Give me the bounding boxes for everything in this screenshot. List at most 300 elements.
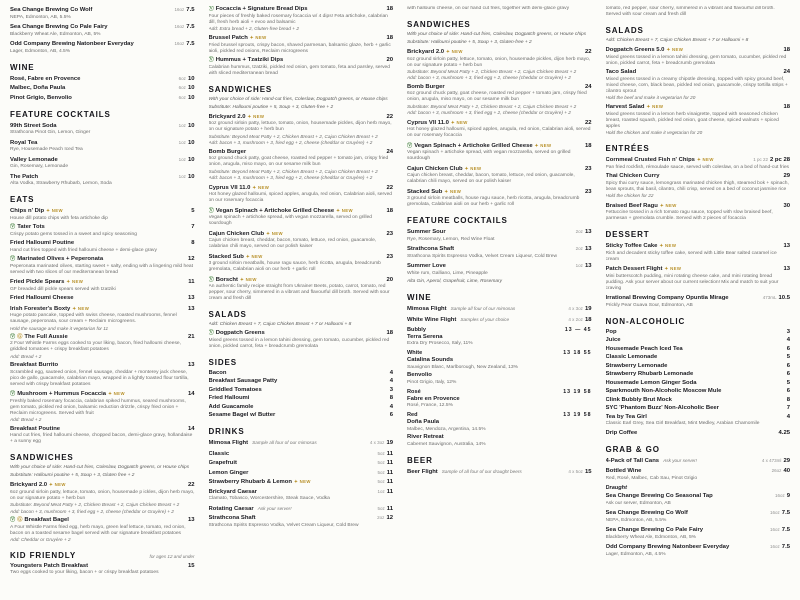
new-badge: ✦ NEW [534,142,552,148]
item-header [407,262,592,270]
item-price: 15 [584,468,592,475]
item-header [606,509,791,517]
menu-item [10,256,195,276]
item-description: Fettuccine tossed in a rich tomato ragu sauce, topped with slow braised beef, parmesan + gremolata crumble. Served with 2 pieces of focaccia [605,210,773,222]
section-title: DRINKS [208,427,245,437]
menu-item [209,505,394,513]
item-description: Two eggs cooked to your liking, bacon + or crispy breakfast potatoes [10,570,159,576]
item-header [10,563,195,570]
item-header [10,224,195,231]
menu-note: Substitute: Halloumi poutine + 5, Soup + 3, Gluten-free + 2 [407,40,532,45]
item-header [606,397,791,404]
new-badge: ✦ NEW [249,35,267,41]
item-size: 16oz [770,527,780,533]
item-size: 2oz [575,246,583,252]
menu-item [407,468,592,476]
menu-item [10,23,195,38]
menu-item [10,390,195,423]
item-name: Fried Pickle Spears [10,279,65,285]
continued-text: with halloumi cheese, on our hand cut fries, together with demi-glace gravy [407,6,570,11]
item-size: 1oz [575,263,583,269]
item-price: 10.5 [778,295,790,302]
menu-item [606,354,791,361]
menu-item [209,488,394,503]
item-price: 19 [386,440,393,447]
item-header [209,387,394,394]
item-description: 6oz ground sirloin patty, lettuce, tomato, onion, housemade pickles, dijon herb mayo, on our signature potato + herb bun [407,56,591,68]
section-header [10,195,195,204]
item-header [209,330,394,337]
item-extra: Substitute: Beyond Meat Patty + 2, Chicken Breast + 2, Cajun Chicken Breast + 2 [407,103,577,109]
menu-item [209,149,394,181]
item-header [606,346,791,353]
section-header [209,427,394,436]
item-size: 16oz [774,493,785,499]
item-header [10,173,195,181]
menu-item [10,278,195,293]
item-price: 11 [386,450,393,457]
menu-note: Alta Gin, Aperol, Grapefruit, Lime, Rosemary [407,279,502,285]
new-badge: ✦ NEW [464,165,482,171]
item-description: Rye, Rosemary, Lemon, Red Wine Float [407,236,495,242]
item-name: The Full Aussie [24,333,68,340]
item-price: 10 [187,156,195,163]
wine-category-prices: 13 19 58 [563,412,592,419]
item-description: Hot honey glazed halloumi, spiced apples, arugula, red onion, Calabrian aioli, served on our rosemary focaccia [208,192,393,204]
item-price: 18 [783,104,790,111]
item-price: 4 [389,369,393,376]
item-price: 24 [386,148,393,155]
item-size: 1oz [377,488,385,494]
item-price: 18 [386,35,393,42]
vegetarian-icon: Ⓥ [208,330,214,337]
wine-item-header [407,396,592,403]
vegetarian-icon: Ⓥ [10,391,16,398]
item-name: Taco Salad [605,69,637,75]
new-badge: ✦ NEW [446,49,463,54]
item-description: 3 ground sirloin meatballs, house ragu sauce, herb ricotta, arugula, breadcrumb gremolata, Calabrian aioli on our herb + garlic roll [407,196,580,208]
item-name: Strawberry Lemonade [605,362,668,369]
new-badge: ✦ NEW [266,230,283,236]
item-header [209,404,394,411]
item-header [209,276,394,284]
item-header [10,75,195,83]
item-name: Sea Change Brewing Co Pale Fairy [10,24,108,30]
menu-item [10,334,195,360]
item-description: NEPA, Edmonton, AB, 5.5% [605,517,667,523]
item-header [209,459,394,467]
item-size: 4 x 3oz [568,306,583,312]
vegetarian-icon: Ⓥ [208,6,214,12]
item-header [606,414,791,421]
item-name: Juice [605,337,621,344]
new-badge: ✦ NEW [293,479,311,485]
vegetarian-icon: Ⓥ [10,256,16,262]
menu-item [606,509,791,524]
menu-item [606,173,791,199]
item-size: 4 x 5oz [568,468,583,474]
item-price: 7.5 [781,527,790,534]
item-extra: Add: bacon + 3, mushroom + 3, fried egg + 2, cheese (cheddar or Gruyère) + 2 [208,175,373,181]
item-name: Thai Chicken Curry [605,173,660,180]
item-name: Strawberry Rhubarb Lemonade [605,371,694,378]
section-title: SANDWICHES [10,453,74,463]
menu-item [606,397,791,404]
menu-column-2 [209,6,394,592]
item-inline-note: Sample of all four of our draught beers [441,468,522,474]
item-hold-note: Hold the chicken and make it vegetarian for 20 [605,130,703,136]
item-price: 22 [584,49,592,55]
item-name: Breakfast Sausage Patty [208,378,278,385]
item-price: 10 [187,122,195,129]
item-description: Lager, Edmonton, AB, 4.5% [605,551,666,557]
item-description: Blackberry Wheat Ale, Edmonton, AB, 5% [605,534,697,540]
item-header [209,184,394,192]
section-header [606,26,791,35]
menu-item [606,467,791,482]
item-size: 6oz [178,94,186,100]
item-price: 24 [584,83,592,90]
item-name: Beer Flight [407,468,438,475]
item-name: 99th Street Soda [10,122,57,129]
section-header [10,453,195,462]
section-title: SANDWICHES [407,20,471,29]
menu-item [209,276,394,303]
item-name: Fried Halloumi Cheese [10,295,74,301]
menu-item [407,316,592,324]
item-price: 13 [584,263,592,270]
item-description: Blackberry Wheat Ale, Edmonton, AB, 5% [10,31,101,37]
vegetarian-icon: Ⓥ [208,57,214,64]
item-description: 2 Four Whistle Farms eggs cooked to your liking, bacon, fried halloumi cheese, griddled tomatoes + crispy breakfast potatoes [10,341,181,353]
item-name: Cajun Chicken Club [407,165,463,172]
item-extra: Add: bacon + 3, mushroom + 3, fried egg + 2, cheese (cheddar or Gruyère) + 2 [407,110,571,116]
item-description: Lager, Edmonton, AB, 4.5% [10,48,71,54]
item-name: Bacon [208,369,227,376]
item-description: Pinot Grigio, Italy, 12% [407,379,457,385]
item-name: Sesame Bagel w/ Butter [208,412,276,419]
menu-item [407,262,592,277]
wine-category-prices: 13 18 55 [563,350,592,357]
item-header [606,354,791,361]
item-description: Hot honey glazed halloumi, spiced apples, arugula, red onion, Calabrian aioli, served on our rosemary focaccia [407,127,591,139]
item-name: Rotating Caesar [208,505,254,512]
item-description: Hand cut fries, fried halloumi cheese, chopped bacon, demi-glace gravy, hollandaise + a sunny egg [10,433,193,445]
item-header [407,48,592,56]
vegetarian-icon: Ⓥ [10,517,16,524]
vegetarian-icon: Ⓥ [10,224,16,230]
new-badge: ✦ NEW [659,243,677,249]
item-price: 18 [386,6,393,12]
menu-item [606,329,791,336]
item-header [10,139,195,147]
item-price: 23 [584,165,592,172]
item-price: 2 pc 28 [770,157,790,164]
item-extra: Add: Bread + 2 [10,417,42,423]
vegetarian-icon: Ⓥ [10,333,16,340]
wine-item-header [407,419,592,426]
item-name: White Wine Flight [407,316,457,323]
item-name: Youngsters Patch Breakfast [10,562,89,569]
item-name: Clink Bubbly Brut Mock [605,396,672,403]
menu-item [209,207,394,228]
item-price: 4.25 [778,429,790,436]
item-extra: Add: Bread + 2 [10,353,42,359]
section-title: SIDES [208,357,238,367]
item-inline-note: Samples of your choice [460,316,510,322]
item-name: Vegan Spinach + Artichoke Grilled Cheese [215,207,335,214]
item-description: Peperonata marinated olives, starting sweet + salty, ending with a lingering mild heat served with two slices of our mediterranean bread [10,263,194,275]
item-inline-note: Ask your server! [257,505,292,511]
item-description: Mixed greens tossed in a lemon tahini dressing, gem tomato, cucumber, pickled red onion, pickled carrot, feta + breadcrumb gremolata [208,337,390,349]
menu-item [606,388,791,395]
item-price: 22 [386,113,393,120]
item-name: Stacked Sub [208,253,244,260]
item-header [606,329,791,336]
item-price: 3 [389,386,393,393]
item-header [10,362,195,369]
item-description: Crispy potato gems tossed in a sweet and spicy seasoning [10,231,137,237]
wine-item-header [407,372,592,379]
item-price: 23 [386,230,393,237]
menu-item [10,517,195,543]
item-header [10,6,195,14]
item-size: 5oz [377,505,385,511]
item-extra: Substitute: Beyond Meat Patty + 2, Chicken Breast + 2, Cajun Chicken Breast + 2 [407,69,577,74]
vegetarian-icon: Ⓥ [208,207,214,214]
menu-item [407,188,592,209]
item-name: Sticky Toffee Cake [605,243,658,250]
item-header [209,469,394,477]
item-name: Bomb Burger [208,148,247,155]
new-badge: ✦ NEW [108,391,125,397]
menu-item [407,84,592,116]
item-price: 14 [187,425,195,432]
item-price: 11 [386,488,393,495]
item-price: 23 [584,188,592,195]
menu-item [10,94,195,102]
item-size: 5oz [377,479,385,485]
item-price: 5 [786,354,790,361]
item-price: 21 [187,333,195,340]
item-description: Rich and decadent sticky toffee cake, served with Little Bear salted caramel ice cream [605,250,777,262]
item-price: 18 [386,207,393,214]
wine-category [407,389,592,395]
wine-category [407,350,592,356]
item-name: Bomb Burger [407,83,445,90]
item-name: Strathcona Shaft [208,515,256,522]
item-description: Fried brussel sprouts, crispy bacon, shaved parmesan, balsamic glaze, herb + garlic aioli, pickled red onions, Reclaim microgreens [208,42,391,54]
item-header [606,46,791,54]
menu-item [606,46,791,67]
wine-item [407,419,592,433]
item-price: 11 [386,479,393,486]
item-price: 6 [786,388,790,395]
item-header [606,363,791,370]
item-name: Mushroom + Hummus Focaccia [17,391,107,398]
item-name: Stacked Sub [407,188,443,195]
item-header [10,40,195,48]
item-name: Summer Sour [407,229,446,236]
item-name: Malbec, Doña Paula [10,85,66,91]
item-name: Cyprus VII 11.0 [407,119,449,126]
new-badge: ✦ NEW [666,47,684,52]
wine-item-header [407,334,592,341]
menu-item [209,412,394,419]
item-header [606,103,791,111]
item-description: Mini butterscotch pudding, mini rotating cheese cake, and mini rotating bread pudding. Ask your server about our current selection! Mix and match to suit your craving [605,273,779,291]
item-hold-note: Hold the beef and make it vegetarian for 20 [605,95,696,100]
item-header [10,256,195,263]
item-price: 4 [786,413,790,420]
item-header [10,122,195,130]
continued-text: tomato, red pepper, sour cherry, simmered in a vibrant and flavourful dill broth. Served with sour cream and fresh dill [605,6,775,17]
menu-item [606,371,791,378]
new-badge: ✦ NEW [72,305,90,311]
item-price: 11 [386,469,393,476]
section-header [606,317,791,326]
menu-note: Substitute: Halloumi poutine + 5, Soup + 3, Gluten-free + 2 [208,104,334,110]
item-extra: Substitute: Beyond Meat Patty + 2, Chicken Breast + 2, Cajun Chicken Breast + 2 [208,168,378,174]
new-badge: ✦ NEW [646,104,664,110]
menu-item [10,139,195,154]
section-title: EATS [10,195,35,204]
item-name: Dogpatch Greens [215,330,265,337]
item-name: Vegan Spinach + Artichoke Grilled Cheese [414,142,533,149]
section-header [407,20,592,29]
menu-item [10,240,195,254]
menu-item [10,563,195,577]
item-price: 22 [386,184,393,191]
item-name: Focaccia + Signature Bread Dips [215,6,308,12]
menu-item [10,305,195,332]
item-name: Classic [208,450,230,457]
new-badge: ✦ NEW [66,279,84,284]
item-size: 1oz [178,122,186,128]
item-description: 6oz ground chuck patty, goat cheese, roasted red pepper + tomato jam, crispy fried onion, arugula, miso mayo, on our sesame milk bun [407,91,587,103]
section-subtitle: for ages 12 and under [149,553,195,559]
item-name: Drip Coffee [605,429,638,436]
section-header [209,85,394,94]
item-price: 13 [187,362,195,369]
section-title: ENTRÉES [605,144,650,154]
section-header [606,445,791,454]
menu-item [209,450,394,458]
item-header [10,305,195,313]
menu-item [606,543,791,558]
menu-item [407,305,592,313]
item-name: Brickyard Caesar [208,488,257,495]
item-price: 10 [187,173,195,180]
item-price: 20 [386,57,393,64]
menu-note: With your choice of side: Hand-cut fries, Coleslaw, Dogpatch greens, or House chips [407,32,587,37]
gluten-free-icon: Ⓖ [17,333,23,340]
item-extra: Substitute: Beyond Meat Patty + 2, Chicken Breast + 2, Cajun Chicken Breast + 2 [10,502,180,508]
menu-item [209,387,394,394]
item-header [606,173,791,180]
item-price: 10 [187,94,195,101]
item-description: A Four Whistle Farms fried egg, herb mayo, green leaf lettuce, tomato, red onion, bacon on a toasted sesame bagel served with our signature breakfast potatoes [10,524,186,536]
item-description: Alta Vodka, Strawberry Rhubarb, Lemon, Soda [10,181,112,186]
item-name: Borscht [215,276,238,283]
item-price: 14 [187,391,195,398]
item-extra: Add: Extra bread + 2, Gluten-free bread + 2 [208,26,299,31]
item-header [606,492,791,500]
item-header [407,84,592,91]
item-header [606,69,791,76]
item-header [606,265,791,273]
item-size: 2oz [575,229,583,235]
menu-item [209,6,394,32]
item-price: 3 [786,328,790,335]
menu-column-4 [606,6,791,592]
item-hold-note: Hold the sausage and make it vegetarian for 11 [10,325,109,331]
item-header [209,395,394,402]
item-name: Summer Love [407,263,446,270]
item-header [407,228,592,236]
menu-item [209,395,394,402]
item-price: 7.5 [186,7,195,13]
item-name: Mimosa Flight [407,306,447,313]
menu-item [10,426,195,446]
section-header [606,230,791,239]
menu-item [606,363,791,370]
menu-column-1 [10,6,195,592]
item-price: 11 [386,505,393,512]
item-description: 6oz ground sirloin patty, lettuce, tomato, onion, housemade p ickles, dijon herb mayo, on our signature potato + herb bun [10,489,195,501]
item-header [606,430,791,437]
item-header [407,316,592,324]
item-extra: Add: Cheddar or Gruyère + 2 [10,537,71,543]
item-header [209,505,394,513]
item-description: Sauvignon Blanc, Marlborough, New Zealand, 13% [407,364,518,370]
item-name: Sea Change Brewing Co Wolf [10,7,93,13]
section-title: WINE [407,293,432,303]
menu-item [10,40,195,55]
section-header [209,310,394,319]
item-header [10,207,195,215]
item-price: 13 [187,517,195,524]
item-description: Huge potato pancake, topped with swiss cheese, roasted mushrooms, fennel sausage, peperonata, sour cream + Reclaim microgreens. [10,313,177,324]
menu-item [209,514,394,529]
item-name: Breakfast Bagel [24,517,69,524]
item-name: Irrational Brewing Company Opuntia Mirage [605,295,729,302]
subsection-label: Draught [605,484,627,491]
item-name: Sea Change Brewing Co Pale Fairy [605,527,704,534]
item-description: 6oz ground sirloin patty, lettuce, tomato, onion, housemade pickles, dijon herb mayo, on our signature potato + herb bun [208,121,392,133]
new-badge: ✦ NEW [450,119,468,125]
item-extra: Add: bacon + 3, mushroom + 3, fried egg + 2, cheese (cheddar or Gruyère) + 2 [10,508,174,514]
item-description: Mixed greens tossed in a lemon tahini dressing, gem tomato, cucumber, pickled red onion, pickled carrot, feta + breadcrumb gremolata [605,54,787,66]
item-description: Mixed greens tossed in a creamy chipotle dressing, topped with spicy ground beef, mixed cheese, corn, black bean, pickled red onion, guacamole, crispy tortilla strips + cilantro sprout [605,76,788,94]
item-header [10,517,195,524]
item-size: 5oz [377,469,385,475]
menu-item [10,295,195,302]
item-price: 8 [191,240,195,246]
item-name: Breakfast Poutine [10,425,61,432]
new-badge: ✦ NEW [336,207,353,213]
item-header [209,253,394,261]
item-name: SYC 'Phantom Buzz' Non-Alcoholic Beer [605,405,719,412]
item-header [606,388,791,395]
item-description: Mixed greens tossed in a lemon herb vinaigrette, topped with seasoned chicken breast, roasted squash, pickled red onion, goat cheese, spiced walnuts + spiced apples [605,111,779,129]
item-header [209,514,394,522]
item-name: Benvolio [407,372,432,379]
item-header [10,156,195,164]
item-description: Rye, Housemade Peach Iced Tea [10,147,83,152]
item-header [209,450,394,458]
menu-item [606,430,791,437]
